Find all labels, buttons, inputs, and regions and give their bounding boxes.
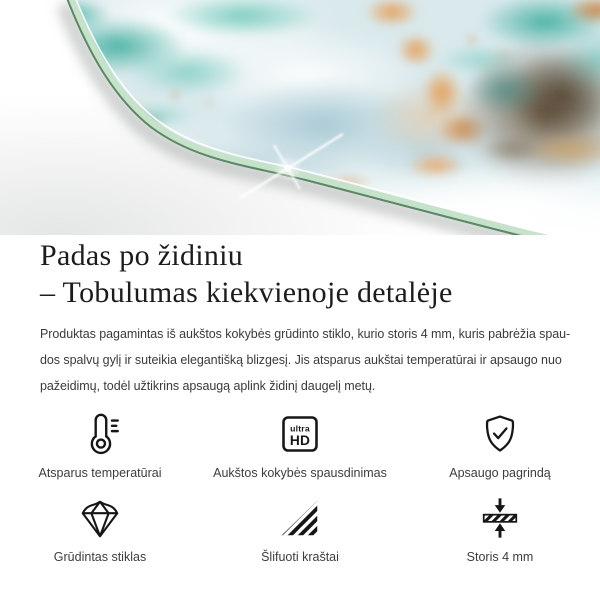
page-title [40, 237, 560, 311]
feature-protects-base [400, 411, 600, 481]
feature-label: Šlifuoti kraštai [261, 550, 339, 564]
description-line: Produktas pagamintas iš aukštos kokybės grūdinto stiklo, kurio storis 4 mm, kuris pabrėžia spau- [40, 327, 571, 341]
shield-check-icon [478, 411, 522, 457]
ultra-hd-text-top: ultra [290, 423, 310, 434]
page-title-line2: – Tobulumas kiekvienoje detalėje [40, 276, 453, 309]
feature-label: Grūdintas stiklas [53, 550, 147, 564]
feature-polished-edges [200, 495, 400, 565]
description-line: dos spalvų gylį ir suteikia elegantišką blizgesį. Jis atsparus aukštai temperatūrai ir apsaugo nuo [40, 353, 562, 367]
glass-pad-illustration [0, 0, 600, 235]
feature-print-quality [200, 411, 400, 481]
feature-heat-resistant [0, 411, 200, 481]
feature-tempered-glass [0, 495, 200, 565]
description-line: pažeidimų, todėl užtikrins apsaugą aplink židinį daugelį metų. [40, 379, 376, 393]
feature-label: Storis 4 mm [466, 550, 534, 564]
thickness-press-icon [477, 495, 523, 541]
page-title-line1: Padas po židiniu [40, 239, 244, 272]
thermometer-icon [77, 411, 123, 457]
polished-edges-icon [277, 495, 323, 541]
product-photo [0, 0, 600, 235]
ultra-hd-icon [278, 411, 322, 457]
feature-label: Atsparus temperatūrai [38, 466, 162, 480]
ultra-hd-text-bottom: HD [289, 433, 311, 448]
diamond-icon [77, 495, 123, 541]
feature-thickness [400, 495, 600, 565]
product-description [40, 321, 571, 399]
feature-label: Apsaugo pagrindą [449, 466, 551, 480]
feature-label: Aukštos kokybės spausdinimas [213, 466, 387, 480]
feature-grid [0, 411, 600, 565]
